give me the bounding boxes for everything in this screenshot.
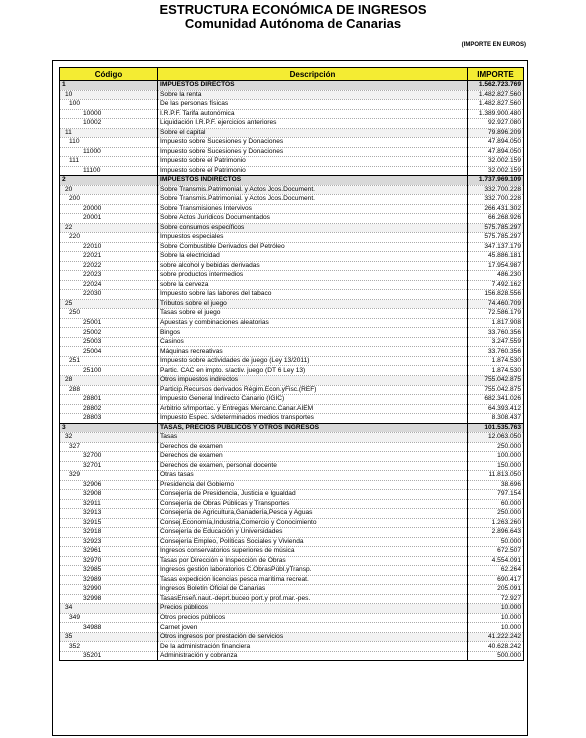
row-description: De la administración financiera xyxy=(158,642,468,652)
row-description: Presidencia del Gobierno xyxy=(158,480,468,490)
row-description: Ingresos gestión laboratorios C.ObrasPúbl.yTransp. xyxy=(158,566,468,576)
row-amount: 1.562.723.769 xyxy=(468,81,524,91)
row-description: Administración y cobranza xyxy=(158,651,468,661)
row-description: Sobre Transmis.Patrimonial. y Actos Jcos.Document. xyxy=(158,195,468,205)
table-row xyxy=(60,128,524,138)
row-code: 251 xyxy=(60,356,158,366)
row-code: 349 xyxy=(60,613,158,623)
row-code: 32700 xyxy=(60,452,158,462)
table-row xyxy=(60,309,524,319)
row-code: 25100 xyxy=(60,366,158,376)
row-amount: 1.389.900.480 xyxy=(468,109,524,119)
row-amount: 10.000 xyxy=(468,613,524,623)
table-row xyxy=(60,461,524,471)
row-description: Otras tasas xyxy=(158,471,468,481)
row-description: Impuesto General Indirecto Canario (IGIC) xyxy=(158,395,468,405)
row-amount: 64.393.412 xyxy=(468,404,524,414)
row-amount: 500.000 xyxy=(468,651,524,661)
row-code: 28803 xyxy=(60,414,158,424)
row-amount: 40.628.242 xyxy=(468,642,524,652)
row-description: Impuesto sobre el Patrimonio xyxy=(158,166,468,176)
table-row xyxy=(60,404,524,414)
row-code: 22023 xyxy=(60,271,158,281)
table-row xyxy=(60,138,524,148)
table-row xyxy=(60,214,524,224)
row-description: Consej.Economía,Industria,Comercio y Conocimiento xyxy=(158,518,468,528)
revenue-table xyxy=(59,67,524,661)
row-description: Derechos de examen xyxy=(158,452,468,462)
row-code: 10 xyxy=(60,90,158,100)
table-row xyxy=(60,90,524,100)
row-description: Particip.Recursos derivados Régim.Econ.yFisc.(REF) xyxy=(158,385,468,395)
table-row xyxy=(60,632,524,642)
row-description: Sobre la renta xyxy=(158,90,468,100)
row-code: 10002 xyxy=(60,119,158,129)
row-amount: 10.000 xyxy=(468,604,524,614)
row-description: Arbitrio s/Importac. y Entregas Mercanc.Canar.AIEM xyxy=(158,404,468,414)
row-description: Otros ingresos por prestación de servicios xyxy=(158,632,468,642)
table-row xyxy=(60,414,524,424)
table-row xyxy=(60,233,524,243)
row-code: 28 xyxy=(60,375,158,385)
row-amount: 66.268.926 xyxy=(468,214,524,224)
table-row xyxy=(60,347,524,357)
row-code: 32908 xyxy=(60,490,158,500)
row-description: Sobre Transmis.Patrimonial. y Actos Jcos.Document. xyxy=(158,185,468,195)
row-description: Impuesto sobre Sucesiones y Donaciones xyxy=(158,138,468,148)
row-amount: 92.927.080 xyxy=(468,119,524,129)
row-code: 100 xyxy=(60,100,158,110)
row-code: 32915 xyxy=(60,518,158,528)
table-row xyxy=(60,109,524,119)
row-code: 34988 xyxy=(60,623,158,633)
row-code: 25003 xyxy=(60,337,158,347)
table-row xyxy=(60,366,524,376)
row-amount: 575.785.297 xyxy=(468,233,524,243)
row-amount: 332.700.228 xyxy=(468,195,524,205)
table-row xyxy=(60,271,524,281)
table-row xyxy=(60,651,524,661)
row-code: 11100 xyxy=(60,166,158,176)
table-row xyxy=(60,242,524,252)
row-amount: 74.460.709 xyxy=(468,299,524,309)
table-row xyxy=(60,623,524,633)
table-row xyxy=(60,147,524,157)
row-code: 10000 xyxy=(60,109,158,119)
row-amount: 347.137.179 xyxy=(468,242,524,252)
row-amount: 38.696 xyxy=(468,480,524,490)
column-header-description: Descripción xyxy=(158,68,468,81)
column-header-amount: IMPORTE xyxy=(468,68,524,81)
row-code: 32970 xyxy=(60,556,158,566)
row-amount: 72.927 xyxy=(468,594,524,604)
row-code: 22030 xyxy=(60,290,158,300)
row-description: sobre productos intermedios xyxy=(158,271,468,281)
table-row xyxy=(60,528,524,538)
row-amount: 72.586.179 xyxy=(468,309,524,319)
row-amount: 755.042.875 xyxy=(468,385,524,395)
row-code: 20000 xyxy=(60,204,158,214)
table-row xyxy=(60,356,524,366)
row-amount: 250.000 xyxy=(468,442,524,452)
table-row xyxy=(60,337,524,347)
row-code: 20 xyxy=(60,185,158,195)
row-code: 25004 xyxy=(60,347,158,357)
page-subtitle: Comunidad Autónoma de Canarias xyxy=(184,16,402,31)
row-description: sobre la cerveza xyxy=(158,280,468,290)
page-title: ESTRUCTURA ECONÓMICA DE INGRESOS xyxy=(159,2,427,17)
row-amount: 690.417 xyxy=(468,575,524,585)
row-description: Impuesto Espec. s/determinados medios transportes xyxy=(158,414,468,424)
row-code: 32923 xyxy=(60,537,158,547)
row-amount: 32.002.159 xyxy=(468,157,524,167)
row-amount: 755.042.875 xyxy=(468,375,524,385)
column-header-code: Código xyxy=(60,68,158,81)
row-amount: 1.817.908 xyxy=(468,318,524,328)
row-description: Carnet joven xyxy=(158,623,468,633)
table-row xyxy=(60,195,524,205)
row-code: 110 xyxy=(60,138,158,148)
row-description: Tasas sobre el juego xyxy=(158,309,468,319)
row-description: Casinos xyxy=(158,337,468,347)
row-amount: 1.874.530 xyxy=(468,366,524,376)
table-row xyxy=(60,81,524,91)
row-description: Liquidación I.R.P.F. ejercicios anteriores xyxy=(158,119,468,129)
row-amount: 45.886.181 xyxy=(468,252,524,262)
row-code: 250 xyxy=(60,309,158,319)
table-row xyxy=(60,594,524,604)
row-code: 220 xyxy=(60,233,158,243)
row-code: 20001 xyxy=(60,214,158,224)
table-row xyxy=(60,471,524,481)
row-code: 25001 xyxy=(60,318,158,328)
row-code: 327 xyxy=(60,442,158,452)
table-row xyxy=(60,280,524,290)
row-description: De las personas físicas xyxy=(158,100,468,110)
row-amount: 47.894.050 xyxy=(468,138,524,148)
row-code: 35 xyxy=(60,632,158,642)
row-amount: 101.535.763 xyxy=(468,423,524,433)
row-description: Consejería de Agricultura,Ganadería,Pesca y Aguas xyxy=(158,509,468,519)
row-code: 32990 xyxy=(60,585,158,595)
table-row xyxy=(60,261,524,271)
row-code: 11 xyxy=(60,128,158,138)
row-code: 32906 xyxy=(60,480,158,490)
unit-note: (IMPORTE EN EUROS) xyxy=(461,42,526,48)
row-description: TASAS, PRECIOS PÚBLICOS Y OTROS INGRESOS xyxy=(158,423,468,433)
table-row xyxy=(60,490,524,500)
row-amount: 156.828.556 xyxy=(468,290,524,300)
row-amount: 3.247.559 xyxy=(468,337,524,347)
row-amount: 150.000 xyxy=(468,461,524,471)
row-code: 352 xyxy=(60,642,158,652)
row-code: 22021 xyxy=(60,252,158,262)
row-description: Ingresos Boletín Oficial de Canarias xyxy=(158,585,468,595)
table-row xyxy=(60,100,524,110)
row-description: Otros impuestos indirectos xyxy=(158,375,468,385)
row-code: 3 xyxy=(60,423,158,433)
row-description: Partic. CAC en impto. s/activ. juego (DT 6 Ley 13) xyxy=(158,366,468,376)
row-code: 32918 xyxy=(60,528,158,538)
row-code: 34 xyxy=(60,604,158,614)
table-row xyxy=(60,375,524,385)
row-amount: 50.000 xyxy=(468,537,524,547)
row-code: 22010 xyxy=(60,242,158,252)
row-amount: 11.813.050 xyxy=(468,471,524,481)
row-code: 35201 xyxy=(60,651,158,661)
row-description: Impuesto sobre Sucesiones y Donaciones xyxy=(158,147,468,157)
row-description: Consejería Empleo, Políticas Sociales y Vivienda xyxy=(158,537,468,547)
table-row xyxy=(60,613,524,623)
table-row xyxy=(60,423,524,433)
table-row xyxy=(60,537,524,547)
row-description: Derechos de examen xyxy=(158,442,468,452)
row-code: 11000 xyxy=(60,147,158,157)
row-description: Tasas expedición licencias pesca marítima recreat. xyxy=(158,575,468,585)
row-amount: 7.492.162 xyxy=(468,280,524,290)
row-code: 288 xyxy=(60,385,158,395)
row-code: 2 xyxy=(60,176,158,186)
table-row xyxy=(60,575,524,585)
table-row xyxy=(60,452,524,462)
row-amount: 250.000 xyxy=(468,509,524,519)
row-code: 22022 xyxy=(60,261,158,271)
row-amount: 205.091 xyxy=(468,585,524,595)
row-description: Apuestas y combinaciones aleatorias xyxy=(158,318,468,328)
table-row xyxy=(60,328,524,338)
row-description: sobre alcohol y bebidas derivadas xyxy=(158,261,468,271)
row-description: I.R.P.F. Tarifa autonómica xyxy=(158,109,468,119)
row-description: Impuestos especiales xyxy=(158,233,468,243)
table-row xyxy=(60,480,524,490)
row-amount: 1.482.827.560 xyxy=(468,100,524,110)
row-amount: 10.000 xyxy=(468,623,524,633)
table-row xyxy=(60,185,524,195)
row-code: 200 xyxy=(60,195,158,205)
row-description: Máquinas recreativas xyxy=(158,347,468,357)
table-row xyxy=(60,642,524,652)
row-amount: 4.554.091 xyxy=(468,556,524,566)
row-amount: 8.308.437 xyxy=(468,414,524,424)
row-code: 32961 xyxy=(60,547,158,557)
table-row xyxy=(60,204,524,214)
table-row xyxy=(60,290,524,300)
row-code: 32913 xyxy=(60,509,158,519)
row-code: 32998 xyxy=(60,594,158,604)
row-amount: 79.896.209 xyxy=(468,128,524,138)
table-row xyxy=(60,585,524,595)
row-description: Sobre consumos específicos xyxy=(158,223,468,233)
row-code: 25002 xyxy=(60,328,158,338)
row-amount: 2.896.643 xyxy=(468,528,524,538)
table-row xyxy=(60,547,524,557)
row-description: Sobre la electricidad xyxy=(158,252,468,262)
row-description: Tributos sobre el juego xyxy=(158,299,468,309)
row-description: Sobre Actos Jurídicos Documentados xyxy=(158,214,468,224)
table-row xyxy=(60,395,524,405)
row-description: Consejería de Presidencia, Justicia e Igualdad xyxy=(158,490,468,500)
row-amount: 47.894.050 xyxy=(468,147,524,157)
row-amount: 486.230 xyxy=(468,271,524,281)
row-description: Sobre Combustible Derivados del Petróleo xyxy=(158,242,468,252)
row-description: Tasas xyxy=(158,433,468,443)
row-description: Precios públicos xyxy=(158,604,468,614)
table-row xyxy=(60,223,524,233)
row-code: 22 xyxy=(60,223,158,233)
row-description: Tasas por Dirección e Inspección de Obras xyxy=(158,556,468,566)
table-header-row xyxy=(60,68,524,81)
table-row xyxy=(60,433,524,443)
row-amount: 12.063.050 xyxy=(468,433,524,443)
table-row xyxy=(60,176,524,186)
table-row xyxy=(60,442,524,452)
row-amount: 32.002.159 xyxy=(468,166,524,176)
row-amount: 266.431.302 xyxy=(468,204,524,214)
row-amount: 1.482.827.560 xyxy=(468,90,524,100)
table-row xyxy=(60,566,524,576)
row-code: 32911 xyxy=(60,499,158,509)
row-description: Sobre Transmisiones Intervivos xyxy=(158,204,468,214)
row-description: Ingresos conservatorios superiores de música xyxy=(158,547,468,557)
row-amount: 100.000 xyxy=(468,452,524,462)
row-description: Consejería de Obras Públicas y Transportes xyxy=(158,499,468,509)
row-amount: 672.507 xyxy=(468,547,524,557)
table-row xyxy=(60,252,524,262)
row-description: TasasEnseñ.naut.-deprt.buceo port.y prof.mar.-pes. xyxy=(158,594,468,604)
row-code: 25 xyxy=(60,299,158,309)
row-amount: 332.700.228 xyxy=(468,185,524,195)
row-code: 32989 xyxy=(60,575,158,585)
row-amount: 41.222.242 xyxy=(468,632,524,642)
table-row xyxy=(60,556,524,566)
row-code: 329 xyxy=(60,471,158,481)
row-code: 111 xyxy=(60,157,158,167)
table-body xyxy=(60,81,524,661)
row-amount: 33.760.356 xyxy=(468,328,524,338)
row-amount: 33.760.356 xyxy=(468,347,524,357)
table-row xyxy=(60,157,524,167)
row-amount: 682.341.026 xyxy=(468,395,524,405)
row-description: Consejería de Educación y Universidades xyxy=(158,528,468,538)
row-amount: 1.874.530 xyxy=(468,356,524,366)
table-row xyxy=(60,299,524,309)
row-code: 32 xyxy=(60,433,158,443)
table-row xyxy=(60,318,524,328)
row-code: 28802 xyxy=(60,404,158,414)
row-description: Otros precios públicos xyxy=(158,613,468,623)
row-amount: 1.263.260 xyxy=(468,518,524,528)
row-description: Derechos de examen, personal docente xyxy=(158,461,468,471)
row-description: Bingos xyxy=(158,328,468,338)
row-code: 28801 xyxy=(60,395,158,405)
row-amount: 1.737.969.109 xyxy=(468,176,524,186)
row-description: IMPUESTOS DIRECTOS xyxy=(158,81,468,91)
table-row xyxy=(60,499,524,509)
row-amount: 62.264 xyxy=(468,566,524,576)
row-description: Impuesto sobre las labores del tabaco xyxy=(158,290,468,300)
table-row xyxy=(60,385,524,395)
row-amount: 60.000 xyxy=(468,499,524,509)
table-row xyxy=(60,518,524,528)
table-row xyxy=(60,509,524,519)
row-code: 32701 xyxy=(60,461,158,471)
row-code: 32985 xyxy=(60,566,158,576)
row-description: Impuesto sobre el Patrimonio xyxy=(158,157,468,167)
row-description: Sobre el capital xyxy=(158,128,468,138)
row-amount: 17.954.987 xyxy=(468,261,524,271)
table-row xyxy=(60,604,524,614)
row-amount: 575.785.297 xyxy=(468,223,524,233)
row-code: 22024 xyxy=(60,280,158,290)
table-row xyxy=(60,166,524,176)
table-row xyxy=(60,119,524,129)
row-description: Impuesto sobre actividades de juego (Ley 13/2011) xyxy=(158,356,468,366)
row-amount: 797.154 xyxy=(468,490,524,500)
row-code: 1 xyxy=(60,81,158,91)
row-description: IMPUESTOS INDIRECTOS xyxy=(158,176,468,186)
